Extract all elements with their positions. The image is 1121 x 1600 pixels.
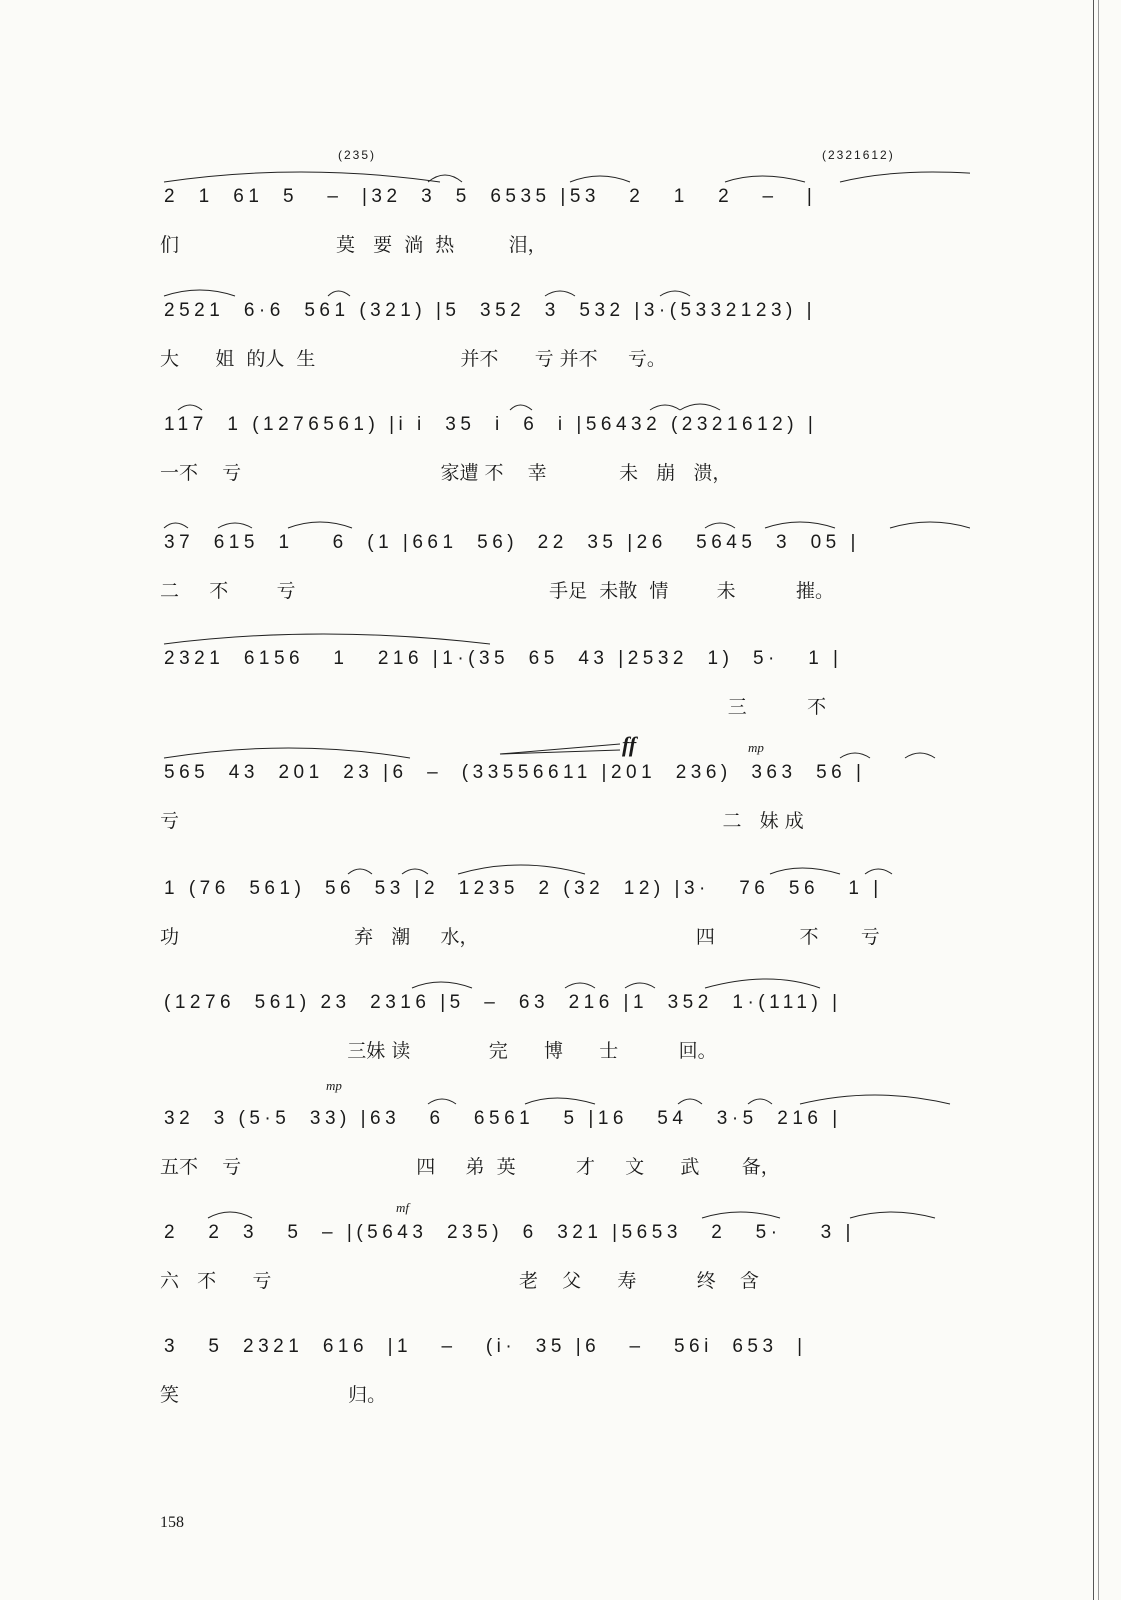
dynamic-mf: mf [396,1200,409,1215]
lyrics-line: 笑 归。 [160,1384,387,1406]
slur-marks [160,388,970,414]
notation-line: 2321 6156 1 216 |1·(35 65 43 |2532 1) 5· 1 | [164,648,843,669]
notation-line: 565 43 201 23 |6 – (33556611 |201 236) 363 56 | [164,762,866,783]
dynamic-ff: ff [622,732,637,757]
lyrics-line: 三 不 [160,696,827,718]
lyrics-line: 一不 亏 家遭 不 幸 未 崩 溃， [160,462,732,484]
score-system-3 [160,414,970,514]
slur-marks [160,966,970,992]
grace-notes-2: (2321612) [822,148,895,162]
score-system-9 [160,1078,970,1208]
lyrics-line: 们 莫 要 淌 热 泪， [160,234,547,256]
page-edge-line [1093,0,1094,1600]
lyrics-line: 三妹 读 完 博 士 回。 [160,1040,717,1062]
slur-marks [160,1082,970,1108]
page-edge-line-outer [1098,0,1099,1600]
slur-marks [160,622,970,648]
score-system-6 [160,732,970,862]
score-system-5 [160,648,970,748]
page-number: 158 [160,1514,184,1531]
score-system-4 [160,532,970,632]
lyrics-line: 亏 二 妹 成 [160,810,804,832]
score-system-10 [160,1200,970,1322]
notation-line: (1276 561) 23 2316 |5 – 63 216 |1 352 1·(111) | [164,992,842,1013]
dynamic-mp: mp [326,1078,342,1093]
lyrics-line: 功 弃 潮 水， 四 不 亏 [160,926,880,948]
notation-line: 1 (76 561) 56 53 |2 1235 2 (32 12) |3· 76 56 1 | [164,878,883,899]
score-system-8 [160,992,970,1092]
score-system-2 [160,300,970,400]
score-system-11 [160,1336,970,1436]
notation-line: 117 1 (1276561) |i i 35 i 6 i |56432 (2321612) | [164,414,818,435]
notation-line: 2 2 3 5 – |(5643 235) 6 321 |5653 2 5· 3 | [164,1222,855,1243]
lyrics-line: 大 姐 的人 生 并不 亏 并不 亏。 [160,348,666,370]
lyrics-line: 六 不 亏 老 父 寿 终 含 [160,1270,759,1292]
slur-marks [160,736,970,762]
slur-marks [160,160,970,186]
slur-marks [160,1196,970,1222]
lyrics-line: 五不 亏 四 弟 英 才 文 武 备， [160,1156,780,1178]
notation-line: 2521 6·6 561 (321) |5 352 3 532 |3·(5332123) | [164,300,817,321]
notation-line: 32 3 (5·5 33) |63 6 6561 5 |16 54 3·5 216 | [164,1108,842,1129]
notation-line: 2 1 61 5 – |32 3 5 6535 |53 2 1 2 – | [164,186,817,207]
score-system-7 [160,878,970,978]
slur-marks [160,506,970,532]
notation-line: 37 615 1 6 (1 |661 56) 22 35 |26 5645 3 05 | [164,532,860,553]
slur-marks [160,852,970,878]
lyrics-line: 二 不 亏 手足 未散 情 未 摧。 [160,580,835,602]
score-system-1 [160,186,970,286]
grace-notes-1: (235) [338,148,377,162]
slur-marks [160,274,970,300]
dynamic-mp: mp [748,740,764,755]
notation-line: 3 5 2321 616 |1 – (i· 35 |6 – 56i 653 | [164,1336,807,1357]
